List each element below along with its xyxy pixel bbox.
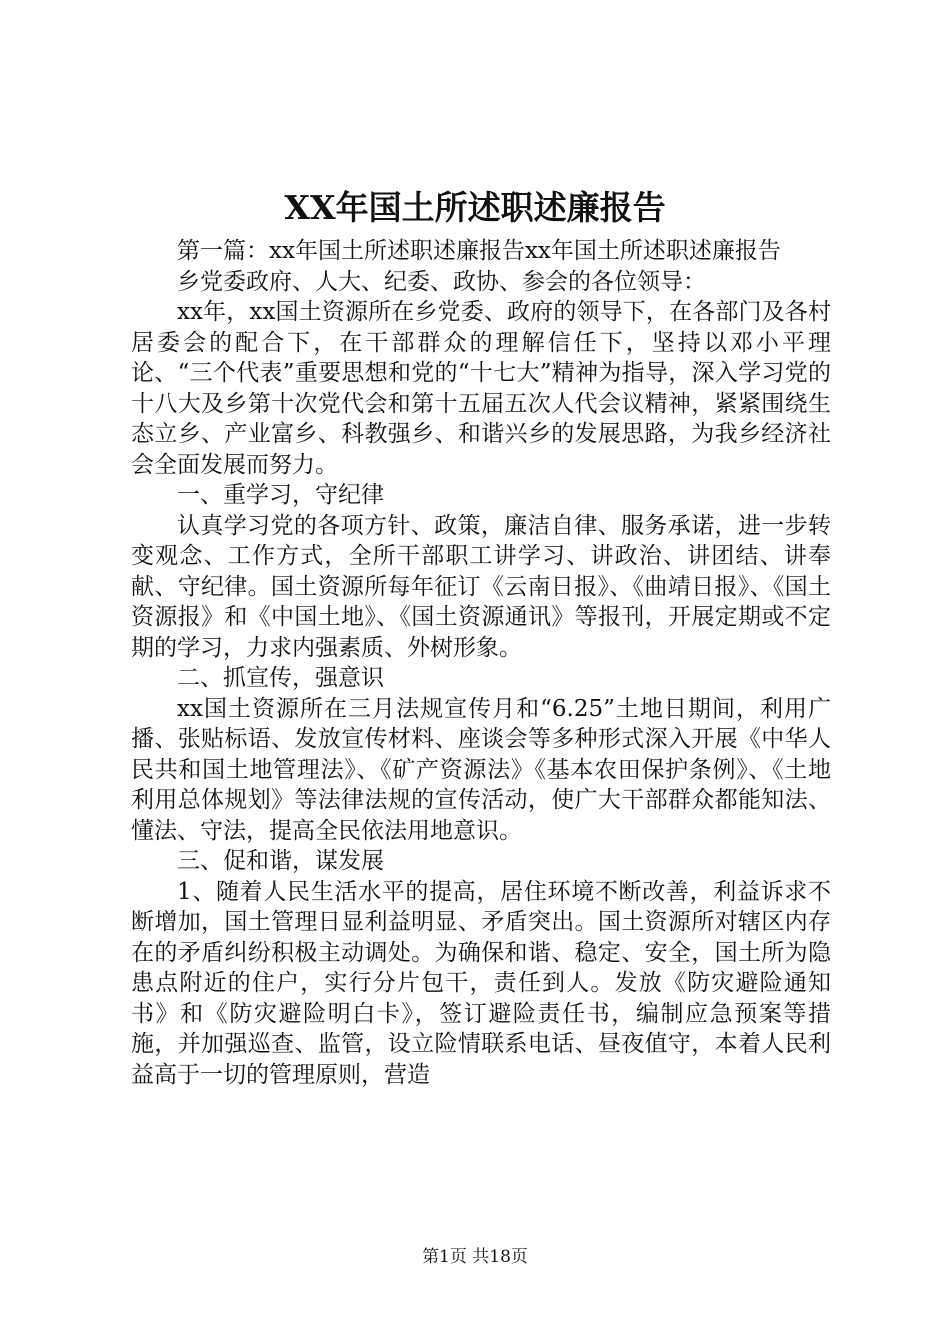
section-heading-2: 二、抓宣传，强意识 (177, 665, 384, 691)
page-footer: 第1页 共18页 (422, 1247, 528, 1267)
section-heading-3: 三、促和谐，谋发展 (177, 848, 384, 874)
paragraph-section-2: xx国土资源所在三月法规宣传月和“6.25”土地日期间，利用广播、张贴标语、发放宣传材料、座谈会等多种形式深入开展《中华人民共和国土地管理法》、《矿产资源法》《基本农田保护条例》、《土地利用总体规划》等法律法规的宣传活动，使广大干部群众都能知法、懂法、守法，提高全民依法用地意识。 (131, 695, 831, 844)
paragraph-section-3: 1、随着人民生活水平的提高，居住环境不断改善，利益诉求不断增加，国土管理日显利益明显、矛盾突出。国土资源所对辖区内存在的矛盾纠纷积极主动调处。为确保和谐、稳定、安全，国土所为隐患点附近的住户，实行分片包干，责任到人。发放《防灾避险通知书》和《防灾避险明白卡》，签订避险责任书，编制应急预案等措施，并加强巡查、监管，设立险情联系电话、昼夜值守，本着人民利益高于一切的管理原则，营造 (131, 878, 831, 1088)
document-body (131, 236, 831, 1090)
paragraph-salutation: 乡党委政府、人大、纪委、政协、参会的各位领导： (177, 268, 706, 295)
paragraph-section-1: 认真学习党的各项方针、政策，廉洁自律、服务承诺，进一步转变观念、工作方式，全所干部职工讲学习、讲政治、讲团结、讲奉献、守纪律。国土资源所每年征订《云南日报》、《曲靖日报》、《国土资源报》和《中国土地》、《国土资源通讯》等报刊，开展定期或不定期的学习，力求内强素质、外树形象。 (131, 512, 831, 661)
paragraph-intro: 第一篇：xx年国土所述职述廉报告xx年国土所述职述廉报告 (177, 238, 781, 264)
document-title: XX年国土所述职述廉报告 (284, 188, 666, 227)
section-heading-1: 一、重学习，守纪律 (177, 482, 384, 508)
paragraph-overview: xx年，xx国土资源所在乡党委、政府的领导下，在各部门及各村居委会的配合下，在干部群众的理解信任下，坚持以邓小平理论、“三个代表”重要思想和党的“十七大”精神为指导，深入学习党的十八大及乡第十次党代会和第十五届五次人代会议精神，紧紧围绕生态立乡、产业富乡、科教强乡、和谐兴乡的发展思路，为我乡经济社会全面发展而努力。 (131, 299, 831, 478)
